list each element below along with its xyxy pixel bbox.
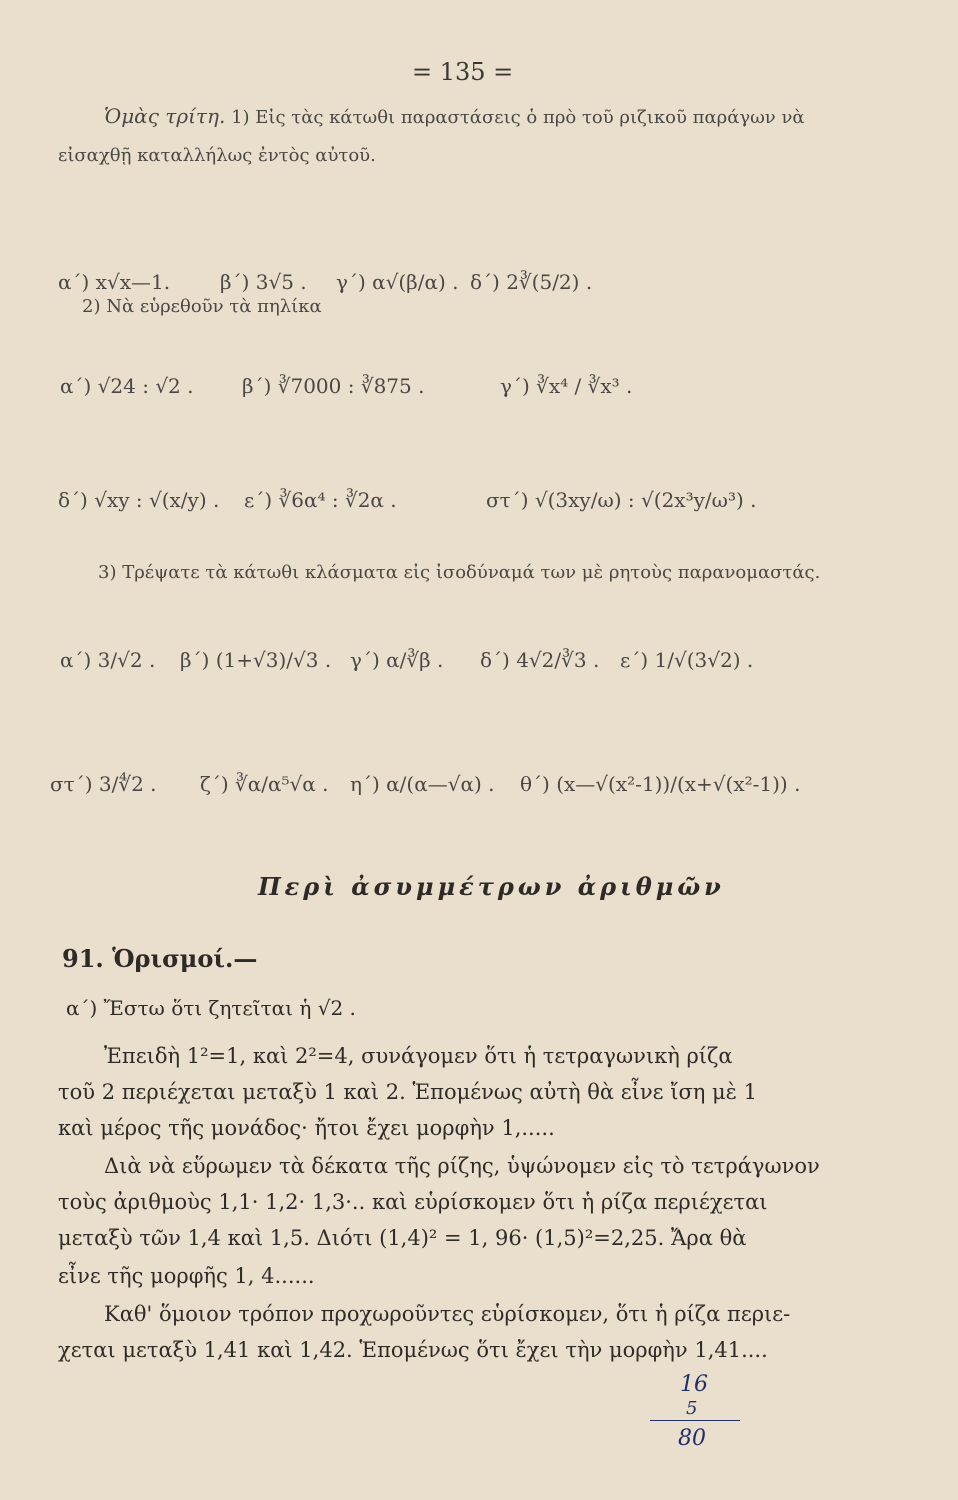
- handwritten-mid: 5: [686, 1398, 698, 1419]
- subsection-title: 91. Ὁρισμοί.—: [62, 944, 258, 973]
- exercise-2-text: 2) Νὰ εὑρεθοῦν τὰ πηλίκα: [82, 296, 322, 317]
- group-title: Ὁμὰς τρίτη.: [104, 104, 226, 128]
- ex1-item-b: β΄) 3√5 .: [220, 270, 307, 294]
- ex1-item-a: α΄) x√x—1.: [58, 270, 171, 294]
- ex3-item-d: δ΄) 4√2/∛3 .: [480, 648, 600, 672]
- exercise-1-line: [104, 104, 805, 128]
- paragraph-line-7: εἶνε τῆς μορφῆς 1, 4......: [58, 1264, 315, 1288]
- ex3-item-c: γ΄) α/∛β .: [350, 648, 444, 672]
- exercise-1-text: 1) Εἰς τὰς κάτωθι παραστάσεις ὁ πρὸ τοῦ ριζικοῦ παράγων νὰ: [231, 107, 805, 128]
- ex2-item-e: ε΄) ∛6α⁴ : ∛2α .: [244, 488, 397, 512]
- ex2-item-f: στ΄) √(3xy/ω) : √(2x³y/ω³) .: [486, 488, 757, 512]
- exercise-3-text: 3) Τρέψατε τὰ κάτωθι κλάσματα εἰς ἰσοδύναμά των μὲ ρητοὺς παρανομαστάς.: [98, 562, 821, 583]
- handwritten-bottom: 80: [678, 1426, 706, 1451]
- ex3-item-a: α΄) 3/√2 .: [60, 648, 156, 672]
- paragraph-line-9: χεται μεταξὺ 1,41 καὶ 1,42. Ἑπομένως ὅτι ἔχει τὴν μορφὴν 1,41....: [58, 1338, 768, 1362]
- definition-a: α΄) Ἔστω ὅτι ζητεῖται ἡ √2 .: [66, 996, 356, 1020]
- paragraph-line-5: τοὺς ἀριθμοὺς 1,1· 1,2· 1,3·.. καὶ εὑρίσκομεν ὅτι ἡ ρίζα περιέχεται: [58, 1190, 768, 1214]
- ex1-item-c: γ΄) α√(β/α) .: [336, 270, 459, 294]
- handwritten-note: [650, 1372, 740, 1462]
- ex2-item-c: γ΄) ∛x⁴ / ∛x³ .: [500, 374, 633, 398]
- page-number: = 135 =: [412, 58, 514, 86]
- paragraph-line-8: Καθ' ὅμοιον τρόπον προχωροῦντες εὑρίσκομεν, ὅτι ἡ ρίζα περιε-: [104, 1302, 791, 1326]
- paragraph-line-2: τοῦ 2 περιέχεται μεταξὺ 1 καὶ 2. Ἑπομένως αὐτὴ θὰ εἶνε ἴση μὲ 1: [58, 1080, 757, 1104]
- ex2-item-a: α΄) √24 : √2 .: [60, 374, 194, 398]
- ex3-item-f: στ΄) 3/∜2 .: [50, 772, 157, 796]
- ex2-item-b: β΄) ∛7000 : ∛875 .: [242, 374, 425, 398]
- ex1-item-d: δ΄) 2∛(5/2) .: [470, 270, 593, 294]
- paragraph-line-1: Ἐπειδὴ 1²=1, καὶ 2²=4, συνάγομεν ὅτι ἡ τετραγωνικὴ ρίζα: [104, 1044, 733, 1068]
- handwritten-fraction-line: [650, 1420, 740, 1421]
- exercise-1-text-2: εἰσαχθῇ καταλλήλως ἐντὸς αὐτοῦ.: [58, 145, 376, 166]
- handwritten-top: 16: [680, 1372, 708, 1397]
- section-heading: Περὶ ἀσυμμέτρων ἀριθμῶν: [258, 872, 725, 901]
- paragraph-line-3: καὶ μέρος τῆς μονάδος· ἤτοι ἔχει μορφὴν 1,.....: [58, 1116, 555, 1140]
- ex3-item-i: θ΄) (x—√(x²-1))/(x+√(x²-1)) .: [520, 772, 801, 796]
- ex3-item-g: ζ΄) ∛α/α⁵√α .: [200, 772, 329, 796]
- ex3-item-e: ε΄) 1/√(3√2) .: [620, 648, 754, 672]
- ex3-item-b: β΄) (1+√3)/√3 .: [180, 648, 332, 672]
- paragraph-line-4: Διὰ νὰ εὕρωμεν τὰ δέκατα τῆς ρίζης, ὑψώνομεν εἰς τὸ τετράγωνον: [104, 1154, 820, 1178]
- paragraph-line-6: μεταξὺ τῶν 1,4 καὶ 1,5. Διότι (1,4)² = 1, 96· (1,5)²=2,25. Ἄρα θὰ: [58, 1226, 747, 1250]
- ex2-item-d: δ΄) √xy : √(x/y) .: [58, 488, 220, 512]
- ex3-item-h: η΄) α/(α—√α) .: [350, 772, 495, 796]
